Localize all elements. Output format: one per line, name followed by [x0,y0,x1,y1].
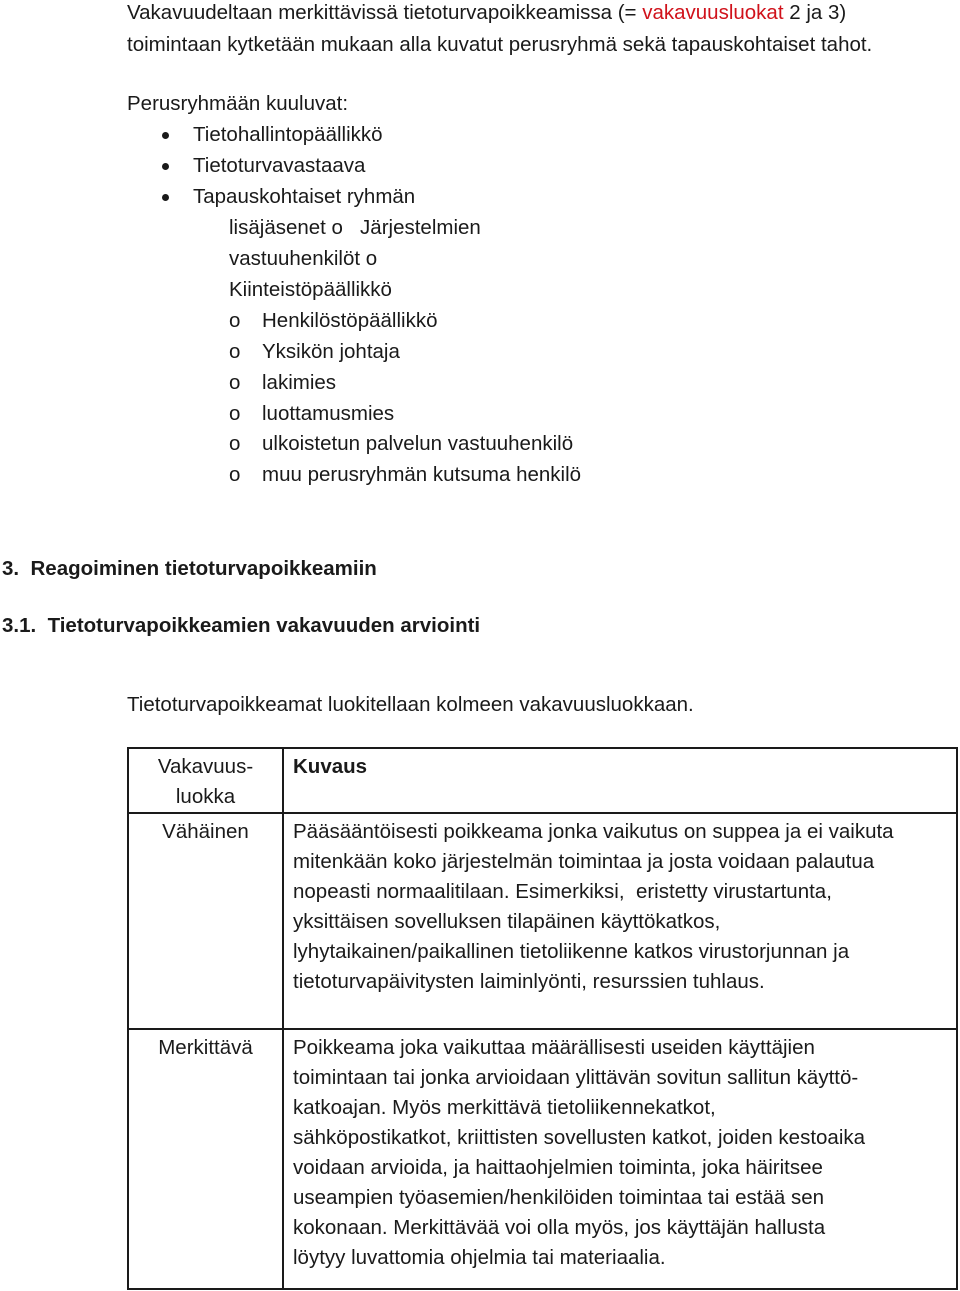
sub-item-marker: o [229,432,241,455]
section-3-heading: 3. Reagoiminen tietoturvapoikkeamiin [2,557,377,580]
header-class-cell [128,748,283,813]
sub-item-marker: o [229,402,241,425]
desc-cell [283,1029,957,1289]
sub-item: Yksikön johtaja [262,340,400,363]
desc-line: tietoturvapäivitysten laiminlyönti, resurssien tuhlaus. [293,970,765,993]
desc-line: löytyy luvattomia ohjelmia tai materiaalia. [293,1246,666,1269]
header-class-line: Vakavuus- [157,755,254,778]
sub-item: ulkoistetun palvelun vastuuhenkilö [262,432,574,455]
sub-item-marker: o [229,371,241,394]
bullet-item: Tapauskohtaiset ryhmän [193,185,416,208]
desc-line: sähköpostikatkot, kriittisten sovellusten katkot, joiden kestoaika [293,1126,866,1149]
sub-item: muu perusryhmän kutsuma henkilö [262,463,582,486]
severity-table [127,747,958,1290]
severity-desc [284,1030,956,1273]
sub-item-marker: o [229,463,241,486]
section-3-1-heading: 3.1. Tietoturvapoikkeamien vakavuuden arviointi [2,614,481,637]
class-cell [128,1029,283,1289]
desc-line: Poikkeama joka vaikuttaa määrällisesti useiden käyttäjien [293,1036,815,1059]
sub-item: luottamusmies [262,402,395,425]
bullet-item: Tietoturvavastaava [193,154,366,177]
class-cell [128,813,283,1029]
severity-class-link[interactable]: vakavuusluokat [642,1,784,24]
wrapped-line: vastuuhenkilöt o [229,247,378,270]
desc-line: Pääsääntöisesti poikkeama jonka vaikutus on suppea ja ei vaikuta [293,820,894,843]
desc-line: toimintaan tai jonka arvioidaan ylittävän sovitun sallitun käyttö- [293,1066,859,1089]
intro-line-1 [127,3,846,24]
sub-item-marker: o [229,340,241,363]
bullet-icon [162,132,169,139]
bullet-item: Tietohallintopäällikkö [193,123,383,146]
intro-line-2: toimintaan kytketään mukaan alla kuvatut perusryhmä sekä tapauskohtaiset tahot. [127,33,873,56]
desc-line: voidaan arvioida, ja haittaohjelmien toiminta, joka häiritsee [293,1156,823,1179]
desc-line: lyhytaikainen/paikallinen tietoliikenne katkos virustorjunnan ja [293,940,850,963]
base-group-heading: Perusryhmään kuuluvat: [127,92,349,115]
desc-line: kokonaan. Merkittävää voi olla myös, jos käyttäjän hallusta [293,1216,826,1239]
bullet-icon [162,163,169,170]
header-desc: Kuvaus [293,755,368,778]
table-row [128,1029,957,1289]
desc-line: yksittäisen sovelluksen tilapäinen käyttökatkos, [293,910,721,933]
table-header-row [128,748,957,813]
severity-class: Vähäinen [162,820,249,843]
wrapped-line: Kiinteistöpäällikkö [229,278,392,301]
desc-line: katkoajan. Myös merkittävä tietoliikennekatkot, [293,1096,716,1119]
table-row [128,813,957,1029]
desc-line: mitenkään koko järjestelmän toimintaa ja josta voidaan palautua [293,850,875,873]
sub-item-marker: o [229,309,241,332]
intro-text-before: Vakavuudeltaan merkittävissä tietoturvapoikkeamissa (= [127,1,643,24]
desc-line: useampien työasemien/henkilöiden toimintaa tai estää sen [293,1186,825,1209]
desc-cell [283,813,957,1029]
classification-intro: Tietoturvapoikkeamat luokitellaan kolmeen vakavuusluokkaan. [127,693,694,716]
sub-item: lakimies [262,371,337,394]
header-class-line: luokka [175,785,236,808]
sub-item: Henkilöstöpäällikkö [262,309,438,332]
severity-desc [284,814,956,997]
intro-text-after: 2 ja 3) [783,1,847,24]
header-desc-cell [283,748,957,813]
wrapped-line: lisäjäsenet o Järjestelmien [229,216,481,239]
bullet-icon [162,194,169,201]
desc-line: nopeasti normaalitilaan. Esimerkiksi, eristetty virustartunta, [293,880,832,903]
severity-class: Merkittävä [158,1036,253,1059]
